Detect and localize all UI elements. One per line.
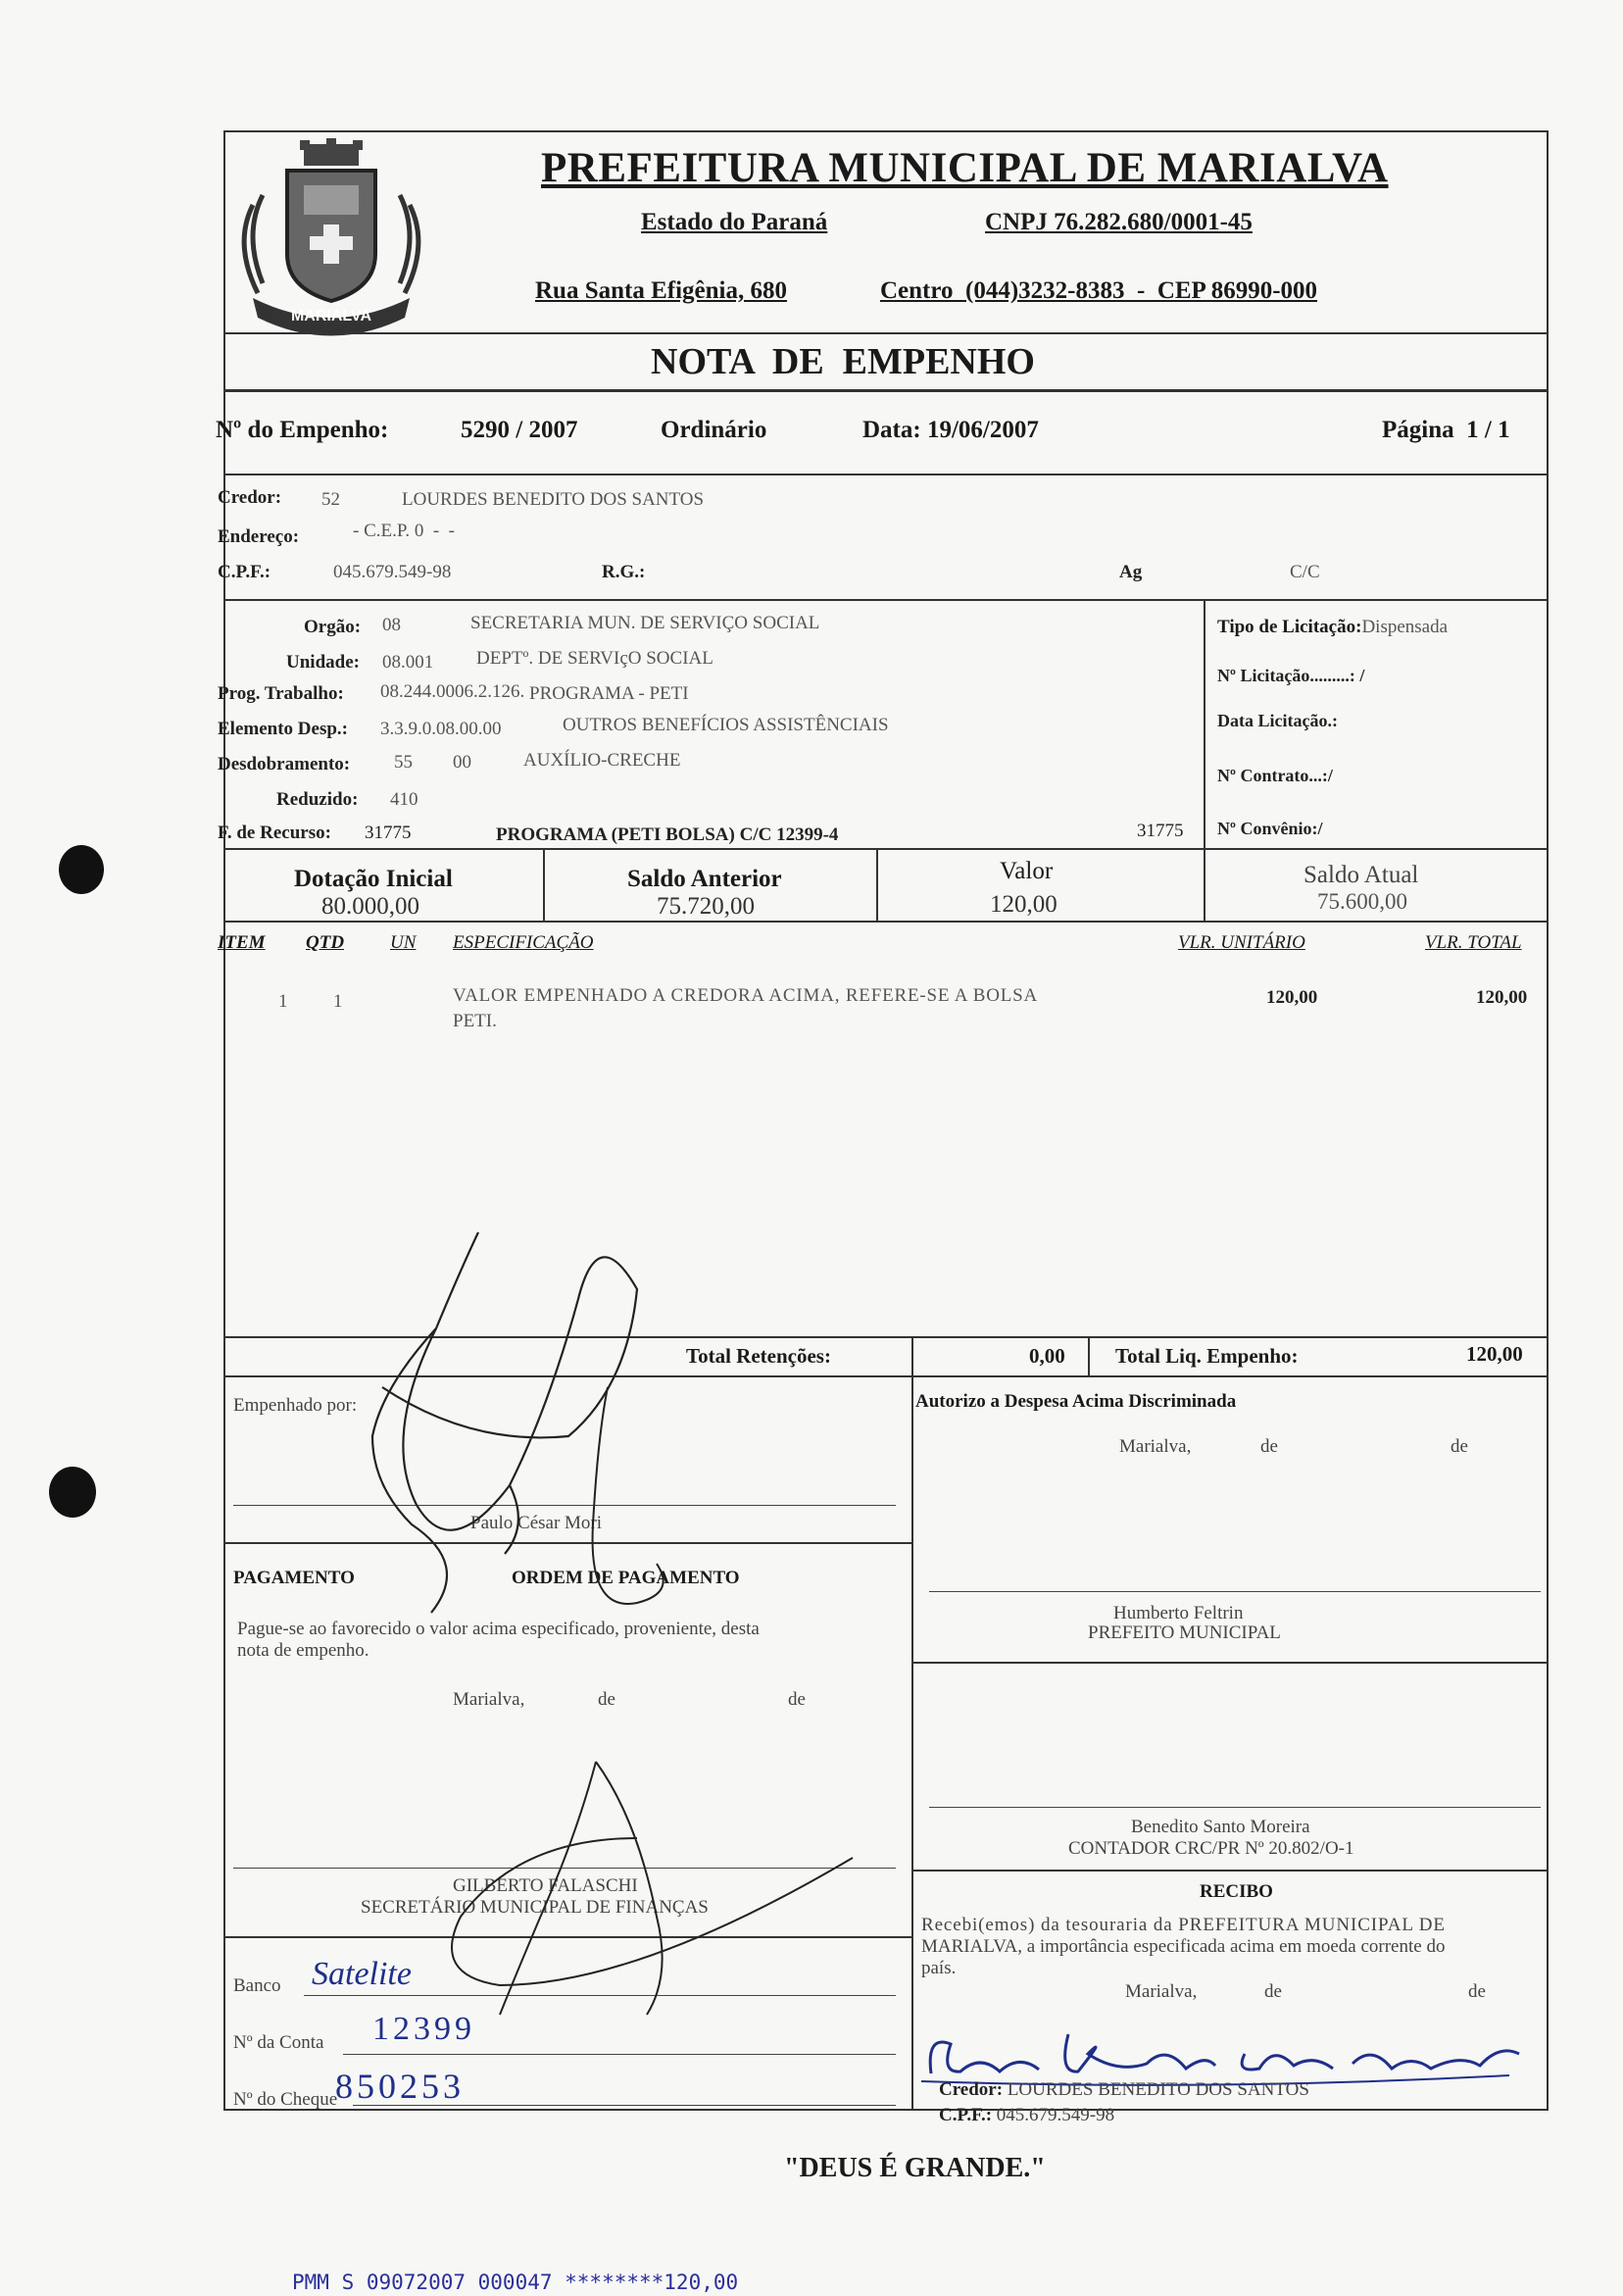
item-total-value: 120,00 (1476, 987, 1528, 1008)
empenho-form (216, 130, 1549, 2125)
recibo-credor-name: LOURDES BENEDITO DOS SANTOS (1007, 2079, 1309, 2100)
recibo-label: RECIBO (1200, 1881, 1273, 1902)
orgao-code: 08 (382, 615, 401, 635)
desdobramento-name: AUXÍLIO-CRECHE (523, 750, 681, 771)
total-retencoes-label: Total Retenções: (686, 1344, 831, 1368)
orgao-name: SECRETARIA MUN. DE SERVIÇO SOCIAL (470, 613, 820, 633)
cheque-value: 850253 (335, 2067, 465, 2106)
recibo-text-line3: país. (921, 1958, 957, 1978)
recibo-cpf-value: 045.679.549-98 (996, 2105, 1115, 2125)
pagamento-place: Marialva, (453, 1689, 525, 1710)
desdobramento-code: 55 (394, 752, 413, 773)
endereco-value: - C.E.P. 0 - - (353, 521, 455, 541)
recibo-credor (939, 2079, 1309, 2101)
prefeito-title: PREFEITO MUNICIPAL (1088, 1622, 1281, 1643)
empenho-number: 5290 / 2007 (461, 417, 578, 443)
elemento-code: 3.3.9.0.08.00.00 (380, 719, 502, 739)
prog-trabalho-label: Prog. Trabalho: (218, 683, 344, 704)
secretario-title: SECRETÁRIO MUNICIPAL DE FINANÇAS (361, 1897, 709, 1918)
contrato-number: Nº Contrato...:/ (1217, 766, 1333, 785)
contador-name: Benedito Santo Moreira (1131, 1817, 1310, 1837)
recibo-cpf-label: C.P.F.: (939, 2105, 993, 2125)
secretario-name: GILBERTO FALASCHI (453, 1875, 638, 1896)
cheque-label: Nº do Cheque (233, 2089, 338, 2110)
recibo-de-2: de (1468, 1981, 1486, 2002)
address-contact: Centro (044)3232-8383 - CEP 86990-000 (880, 277, 1318, 304)
punch-hole-lower (49, 1467, 96, 1518)
recibo-credor-label: Credor: (939, 2079, 1004, 2100)
unidade-name: DEPTº. DE SERVIçO SOCIAL (476, 648, 713, 669)
reduzido-value: 410 (390, 789, 418, 810)
credor-code: 52 (321, 489, 340, 510)
elemento-label: Elemento Desp.: (218, 719, 348, 739)
prefeito-name: Humberto Feltrin (1113, 1603, 1244, 1623)
item-spec-line1: VALOR EMPENHADO A CREDORA ACIMA, REFERE-SE A BOLSA (453, 985, 1039, 1006)
cpf-value: 045.679.549-98 (333, 562, 452, 582)
empenho-date: Data: 19/06/2007 (862, 417, 1039, 443)
reduzido-label: Reduzido: (276, 789, 359, 810)
pagamento-text-line1: Pague-se ao favorecido o valor acima especificado, proveniente, desta (237, 1619, 760, 1639)
item-number: 1 (278, 991, 288, 1012)
fonte-recurso-code-2: 31775 (1137, 821, 1184, 841)
document-title: NOTA DE EMPENHO (651, 341, 1035, 382)
licitacao-date: Data Licitação.: (1217, 711, 1338, 730)
cc-label: C/C (1290, 562, 1320, 582)
dotacao-inicial-label: Dotação Inicial (294, 866, 453, 892)
empenho-type: Ordinário (661, 417, 767, 443)
col-header-qtd: QTD (306, 932, 345, 953)
autorizo-de-1: de (1260, 1436, 1278, 1457)
item-spec-line2: PETI. (453, 1011, 497, 1031)
prog-trabalho-name: PROGRAMA - PETI (529, 683, 689, 704)
conta-value: 12399 (372, 2011, 475, 2047)
item-qty: 1 (333, 991, 343, 1012)
empenhado-por-label: Empenhado por: (233, 1395, 358, 1416)
desdobramento-sub: 00 (453, 752, 471, 773)
credor-name: LOURDES BENEDITO DOS SANTOS (402, 489, 705, 510)
licitacao-type-value: Dispensada (1361, 617, 1449, 637)
rg-label: R.G.: (602, 562, 646, 582)
licitacao-number: Nº Licitação.........: / (1217, 666, 1365, 685)
total-liq-empenho-label: Total Liq. Empenho: (1115, 1344, 1299, 1368)
licitacao-type (1217, 617, 1448, 638)
desdobramento-label: Desdobramento: (218, 754, 351, 774)
autorizo-place: Marialva, (1119, 1436, 1192, 1457)
autorizo-label: Autorizo a Despesa Acima Discriminada (915, 1391, 1237, 1412)
col-header-un: UN (390, 932, 417, 953)
item-unit-value: 120,00 (1266, 987, 1318, 1008)
cheque-stamp: PMM S 09072007 000047 ********120,00 (292, 2271, 739, 2294)
unidade-code: 08.001 (382, 652, 434, 673)
saldo-atual-label: Saldo Atual (1303, 862, 1419, 888)
banco-value: Satelite (312, 1956, 412, 1992)
motto: "DEUS É GRANDE." (784, 2153, 1046, 2183)
empenho-number-label: Nº do Empenho: (216, 417, 389, 443)
punch-hole-upper (59, 845, 104, 894)
saldo-anterior-value: 75.720,00 (657, 893, 755, 920)
municipality-title: PREFEITURA MUNICIPAL DE MARIALVA (541, 145, 1389, 191)
recibo-place: Marialva, (1125, 1981, 1198, 2002)
ordem-pagamento-label: ORDEM DE PAGAMENTO (512, 1568, 740, 1588)
unidade-label: Unidade: (286, 652, 360, 673)
col-header-total-value: VLR. TOTAL (1425, 932, 1522, 953)
orgao-label: Orgão: (304, 617, 362, 637)
total-retencoes-value: 0,00 (1029, 1344, 1065, 1368)
fonte-recurso-code: 31775 (365, 823, 412, 843)
pagamento-text-line2: nota de empenho. (237, 1640, 369, 1661)
empenhado-por-name: Paulo César Mori (470, 1513, 603, 1533)
cnpj: CNPJ 76.282.680/0001-45 (985, 209, 1253, 235)
street-address: Rua Santa Efigênia, 680 (535, 277, 787, 304)
banco-label: Banco (233, 1975, 281, 1996)
col-header-unit-value: VLR. UNITÁRIO (1178, 932, 1305, 953)
dotacao-inicial-value: 80.000,00 (321, 893, 419, 920)
recibo-text-line1: Recebi(emos) da tesouraria da PREFEITURA MUNICIPAL DE (921, 1915, 1446, 1935)
conta-label: Nº da Conta (233, 2032, 324, 2053)
pagamento-de-2: de (788, 1689, 806, 1710)
licitacao-type-label: Tipo de Licitação: (1217, 617, 1362, 637)
recibo-de-1: de (1264, 1981, 1282, 2002)
authorizing-signature-scribble (225, 975, 911, 2054)
cpf-label: C.P.F.: (218, 562, 271, 582)
saldo-atual-value: 75.600,00 (1317, 889, 1407, 914)
page-number: Página 1 / 1 (1382, 417, 1510, 443)
credor-label: Credor: (218, 487, 282, 508)
contador-title: CONTADOR CRC/PR Nº 20.802/O-1 (1068, 1838, 1354, 1859)
endereco-label: Endereço: (218, 526, 300, 547)
valor-value: 120,00 (990, 891, 1057, 918)
col-header-item: ITEM (218, 932, 266, 953)
total-liq-empenho-value: 120,00 (1466, 1342, 1523, 1366)
recibo-cpf (939, 2105, 1114, 2126)
autorizo-de-2: de (1451, 1436, 1468, 1457)
col-header-spec: ESPECIFICAÇÃO (453, 932, 594, 953)
svg-text:MARIALVA: MARIALVA (290, 308, 372, 324)
pagamento-de-1: de (598, 1689, 615, 1710)
saldo-anterior-label: Saldo Anterior (627, 866, 782, 892)
prog-trabalho-code: 08.244.0006.2.126. (380, 681, 525, 702)
valor-label: Valor (1000, 858, 1054, 884)
state-name: Estado do Paraná (641, 209, 828, 235)
fonte-recurso-label: F. de Recurso: (218, 823, 331, 843)
elemento-name: OUTROS BENEFÍCIOS ASSISTÊNCIAIS (563, 715, 889, 735)
fonte-recurso-name: PROGRAMA (PETI BOLSA) C/C 12399-4 (496, 824, 839, 845)
convenio-number: Nº Convênio:/ (1217, 819, 1323, 838)
ag-label: Ag (1119, 562, 1143, 582)
pagamento-label: PAGAMENTO (233, 1568, 355, 1588)
coat-of-arms-logo (233, 136, 429, 342)
recibo-text-line2: MARIALVA, a importância especificada acima em moeda corrente do (921, 1936, 1446, 1957)
